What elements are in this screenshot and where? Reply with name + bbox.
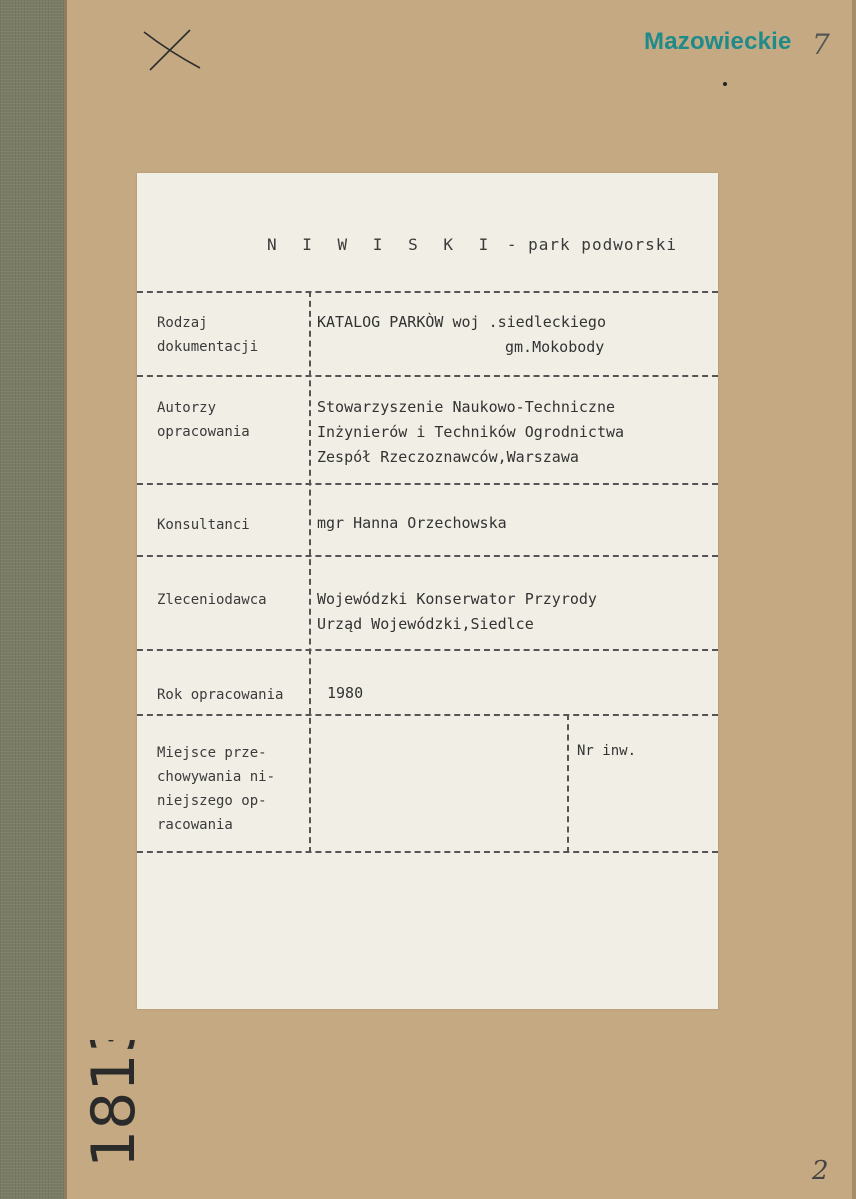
row-value-rok: 1980 xyxy=(327,684,364,702)
binding-spine xyxy=(0,0,64,1199)
value-line: Inżynierów i Techników Ogrodnictwa xyxy=(317,423,625,441)
table-rule xyxy=(137,291,718,293)
label-line: Rodzaj xyxy=(157,315,208,331)
table-column-rule xyxy=(309,291,311,853)
value-line: Urząd Wojewódzki,Siedlce xyxy=(317,615,534,633)
row-value-konsultanci: mgr Hanna Orzechowska xyxy=(317,514,507,532)
row-label-rok: Rok opracowania xyxy=(157,687,284,703)
spine-number-text: 1813 xyxy=(79,1040,149,1168)
row-label-konsultanci: Konsultanci xyxy=(157,517,250,533)
table-rule xyxy=(137,555,718,557)
table-column-rule xyxy=(567,714,569,853)
spine-number xyxy=(72,1040,152,1170)
row-label-miejsce xyxy=(157,741,275,837)
label-line: niejszego op- xyxy=(157,793,267,809)
label-line: opracowania xyxy=(157,424,250,440)
catalog-label-card xyxy=(137,173,718,1009)
table-rule xyxy=(137,714,718,716)
label-line: Autorzy xyxy=(157,400,217,416)
table-rule xyxy=(137,649,718,651)
spine-edge xyxy=(64,0,67,1199)
inventory-number-label: Nr inw. xyxy=(577,743,637,759)
stamp-number: 7 xyxy=(812,28,830,61)
table-rule xyxy=(137,375,718,377)
label-line: racowania xyxy=(157,817,233,833)
park-name: N I W I S K I xyxy=(267,235,497,254)
row-value-autorzy xyxy=(317,395,624,470)
cross-mark-icon xyxy=(140,28,204,72)
value-line: Stowarzyszenie Naukowo-Techniczne xyxy=(317,398,616,416)
value-line: KATALOG PARKÒW woj .siedleckiego xyxy=(317,313,606,331)
park-type: - park podworski xyxy=(506,235,677,254)
table-rule xyxy=(137,483,718,485)
table-rule xyxy=(137,851,718,853)
row-value-zleceniodawca xyxy=(317,587,597,637)
corner-page-number: 2 xyxy=(812,1156,829,1186)
card-title xyxy=(267,235,677,254)
row-value-rodzaj xyxy=(317,310,606,360)
value-line: gm.Mokobody xyxy=(505,338,605,356)
cover-edge xyxy=(852,0,856,1199)
value-line: Zespół Rzeczoznawców,Warszawa xyxy=(317,448,579,466)
label-line: dokumentacji xyxy=(157,339,259,355)
label-line: Miejsce prze- xyxy=(157,745,267,761)
ink-dot xyxy=(723,82,727,86)
region-stamp: Mazowieckie xyxy=(644,28,792,55)
row-label-autorzy xyxy=(157,396,250,444)
row-label-zleceniodawca: Zleceniodawca xyxy=(157,592,267,608)
label-line: chowywania ni- xyxy=(157,769,276,785)
value-line: Wojewódzki Konserwator Przyrody xyxy=(317,590,597,608)
row-label-rodzaj xyxy=(157,311,258,359)
